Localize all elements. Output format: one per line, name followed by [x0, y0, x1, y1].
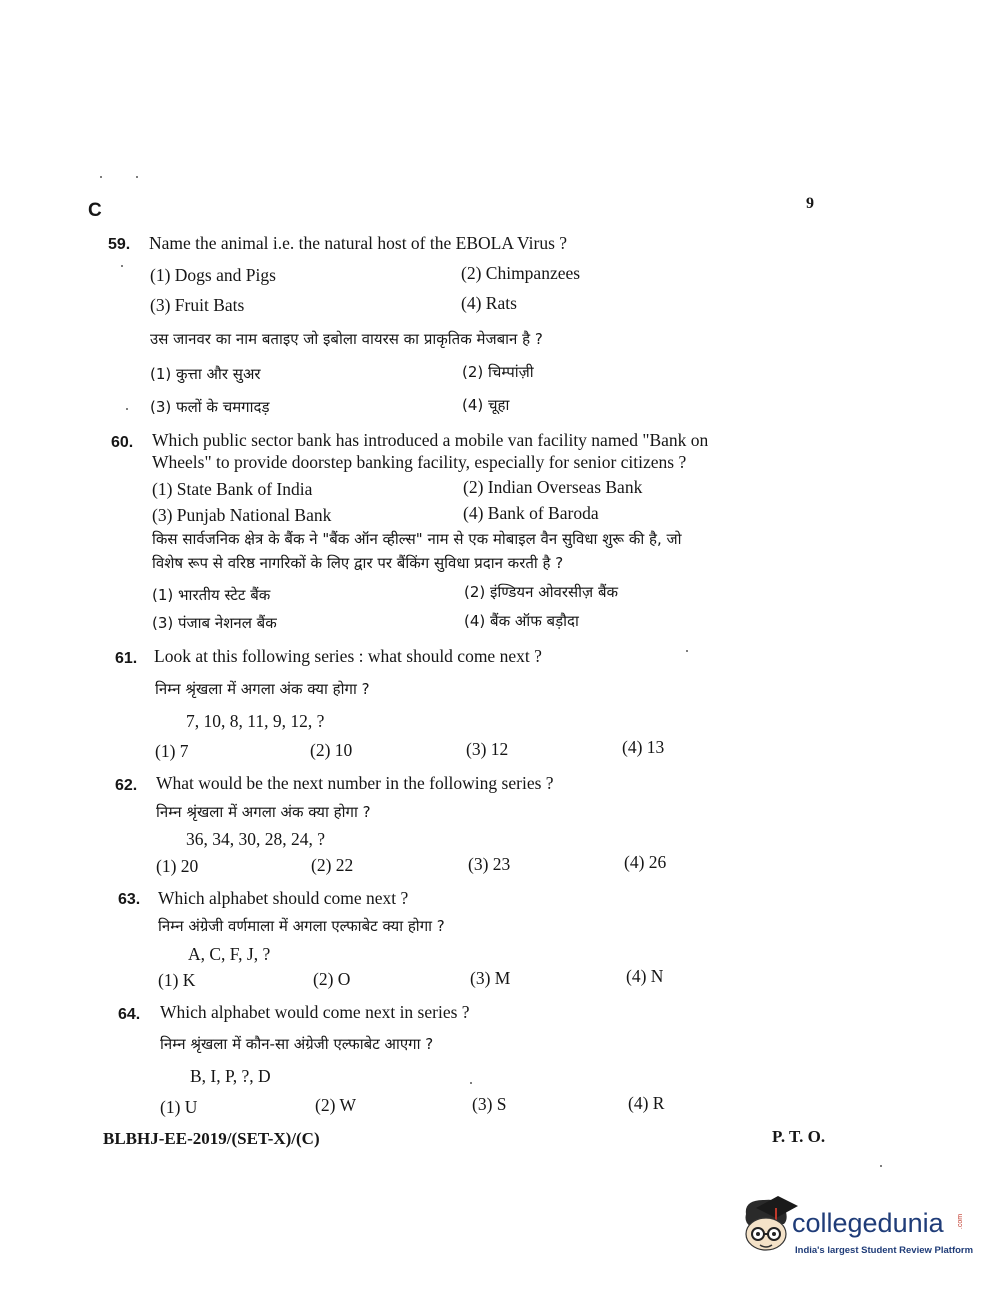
- scan-speck: [100, 176, 102, 178]
- scan-speck: [126, 408, 128, 410]
- option: (1) 20: [156, 856, 199, 876]
- option: (3) S: [472, 1094, 507, 1114]
- brand-logo-text: collegedunia: [792, 1208, 944, 1238]
- question-text-en: Name the animal i.e. the natural host of the EBOLA Virus ?: [149, 233, 568, 253]
- option-hi: (2) इंण्डियन ओवरसीज़ बैंक: [464, 583, 619, 601]
- option-hi: (2) चिम्पांज़ी: [462, 363, 534, 381]
- scan-speck: [470, 1082, 472, 1084]
- brand-domain: .com: [957, 1213, 965, 1230]
- option-en: (3) Fruit Bats: [150, 295, 245, 315]
- option-hi: (3) पंजाब नेशनल बैंक: [152, 614, 277, 632]
- scan-speck: [121, 265, 123, 267]
- question-text-hi: निम्न श्रृंखला में अगला अंक क्या होगा ?: [155, 680, 370, 698]
- set-letter: C: [88, 200, 102, 221]
- question-text-hi: किस सार्वजनिक क्षेत्र के बैंक ने "बैंक ऑन व्हील्स" नाम से एक मोबाइल वैन सुविधा शुरू की है, जो: [152, 530, 682, 548]
- page-number: 9: [806, 195, 814, 212]
- option: (1) U: [160, 1097, 198, 1117]
- question-number: 60.: [111, 434, 134, 451]
- question-text-en: Look at this following series : what should come next ?: [154, 646, 542, 666]
- series: A, C, F, J, ?: [188, 944, 271, 964]
- option-en: (1) Dogs and Pigs: [150, 265, 276, 285]
- question-number: 59.: [108, 236, 131, 253]
- option-en: (1) State Bank of India: [152, 479, 313, 499]
- option-en: (4) Rats: [461, 293, 517, 313]
- option: (4) 13: [622, 737, 665, 757]
- option: (2) 10: [310, 740, 353, 760]
- scan-speck: [686, 650, 688, 652]
- pto-label: P. T. O.: [772, 1127, 826, 1146]
- scan-speck: [880, 1165, 882, 1167]
- question-number: 61.: [115, 650, 138, 667]
- option-hi: (1) कुत्ता और सुअर: [150, 365, 261, 383]
- option-en: (2) Indian Overseas Bank: [463, 477, 643, 497]
- option: (1) K: [158, 970, 196, 990]
- option-hi: (3) फलों के चमगादड़: [150, 398, 270, 416]
- question-text-hi: निम्न श्रृंखला में कौन-सा अंग्रेजी एल्फाबेट आएगा ?: [160, 1035, 434, 1053]
- brand-tagline: India's largest Student Review Platform: [795, 1245, 974, 1256]
- option: (2) 22: [311, 855, 354, 875]
- option: (2) O: [313, 969, 351, 989]
- question-text-en: Which alphabet should come next ?: [158, 888, 409, 908]
- option-hi: (4) बैंक ऑफ बड़ौदा: [464, 612, 579, 630]
- scan-speck: [136, 176, 138, 178]
- question-text-hi: विशेष रूप से वरिष्ठ नागरिकों के लिए द्वार पर बैंकिंग सुविधा प्रदान करती है ?: [152, 554, 564, 572]
- option-en: (4) Bank of Baroda: [463, 503, 599, 523]
- option-hi: (4) चूहा: [462, 396, 510, 414]
- option: (4) 26: [624, 852, 667, 872]
- question-text-hi: निम्न अंग्रेजी वर्णमाला में अगला एल्फाबेट क्या होगा ?: [158, 917, 445, 935]
- option: (4) N: [626, 966, 664, 986]
- question-text-en: Wheels" to provide doorstep banking facility, especially for senior citizens ?: [152, 452, 687, 472]
- option: (4) R: [628, 1093, 665, 1113]
- question-text-en: What would be the next number in the following series ?: [156, 773, 554, 793]
- question-text-en: Which public sector bank has introduced a mobile van facility named "Bank on: [152, 430, 709, 450]
- series: 36, 34, 30, 28, 24, ?: [186, 829, 326, 849]
- option-en: (2) Chimpanzees: [461, 263, 581, 283]
- option: (3) M: [470, 968, 511, 988]
- option: (3) 23: [468, 854, 511, 874]
- question-text-hi: निम्न श्रृंखला में अगला अंक क्या होगा ?: [156, 803, 371, 821]
- option: (3) 12: [466, 739, 509, 759]
- question-number: 63.: [118, 891, 141, 908]
- question-text-hi: उस जानवर का नाम बताइए जो इबोला वायरस का प्राकृतिक मेजबान है ?: [150, 330, 543, 348]
- option-en: (3) Punjab National Bank: [152, 505, 332, 525]
- question-number: 62.: [115, 777, 138, 794]
- option-hi: (1) भारतीय स्टेट बैंक: [152, 586, 271, 604]
- option: (2) W: [315, 1095, 356, 1115]
- question-number: 64.: [118, 1006, 141, 1023]
- series: B, I, P, ?, D: [190, 1066, 271, 1086]
- question-text-en: Which alphabet would come next in series ?: [160, 1002, 470, 1022]
- exam-code: BLBHJ-EE-2019/(SET-X)/(C): [103, 1129, 320, 1148]
- option: (1) 7: [155, 741, 189, 761]
- series: 7, 10, 8, 11, 9, 12, ?: [186, 711, 325, 731]
